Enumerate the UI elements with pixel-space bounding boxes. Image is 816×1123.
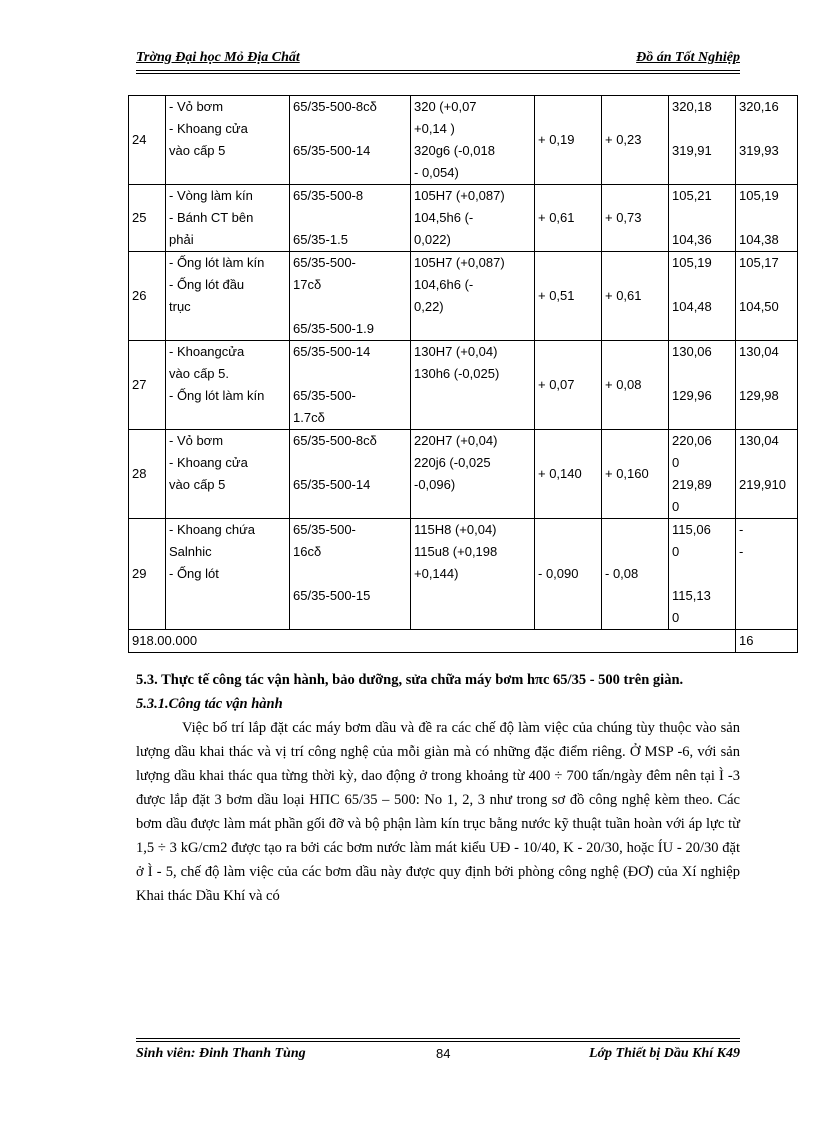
fit-tolerance-line: 0,022) [414, 232, 451, 247]
measured-1-line: 0 [672, 544, 680, 559]
measured-2-line: 219,910 [739, 477, 786, 492]
part-name-line: - Ống lót làm kín [169, 255, 265, 270]
header-rule-2 [136, 73, 740, 74]
table-row [129, 519, 798, 630]
measured-2-line: 105,19 [739, 188, 779, 203]
fit-tolerance [411, 96, 535, 185]
measured-1-line: 220,06 [672, 433, 712, 448]
fit-tolerance-line: +0,14 ) [414, 121, 455, 136]
footer-rule [136, 1038, 740, 1039]
part-code-line: 65/35-500-14 [293, 143, 371, 158]
part-name [166, 252, 290, 341]
clearance-min: + 0,07 [535, 341, 602, 430]
part-name-line: vào cấp 5. [169, 366, 229, 381]
measured-1-line [672, 118, 732, 140]
fit-tolerance-line: -0,096) [414, 477, 456, 492]
part-code-line [293, 563, 407, 585]
measured-2-line: 104,38 [739, 232, 779, 247]
measured-1 [669, 252, 736, 341]
part-code [290, 185, 411, 252]
table-total-row [129, 630, 798, 653]
measured-1-line: 0 [672, 455, 680, 470]
part-name-line: phải [169, 232, 194, 247]
measured-1-line: 0 [672, 610, 680, 625]
part-name-line: - Vỏ bơm [169, 433, 224, 448]
part-name [166, 96, 290, 185]
part-code [290, 430, 411, 519]
measured-2 [736, 519, 798, 630]
measured-2 [736, 341, 798, 430]
part-code-line: 65/35-500- [293, 522, 356, 537]
page-number: 84 [436, 1046, 451, 1061]
table-row [129, 96, 798, 185]
part-name [166, 519, 290, 630]
measured-2-line [739, 207, 794, 229]
measured-1-line [672, 274, 732, 296]
part-name-line: - Bánh CT bên [169, 210, 254, 225]
measured-1-line [672, 563, 732, 585]
measured-2-line [739, 452, 794, 474]
measured-1-line: 129,96 [672, 388, 712, 403]
measured-1-line: 219,89 [672, 477, 712, 492]
part-code-line [293, 452, 407, 474]
measured-2 [736, 430, 798, 519]
clearance-min: + 0,51 [535, 252, 602, 341]
total-left: 918.00.000 [129, 630, 736, 653]
body-paragraph: Việc bố trí lắp đặt các máy bơm dầu và đề ra các chế độ làm việc của chúng tùy thuộc vào sản lượng dầu khai thác và vị trí công nghệ của mỗi giàn mà có những đặc điểm riêng. Ở MSP -6, với sản lượng dầu khai thác qua từng thời kỳ, dao động ở trong khoảng từ 400 ÷ 700 tấn/ngày đêm nên tại Ì -3 được lắp đặt 3 bơm dầu loại HПС 65/35 – 500: No 1, 2, 3 như trong sơ đồ công nghệ kèm theo. Các bơm dầu được làm mát phần gối đỡ và bộ phận làm kín trục bằng nước kỹ thuật tuần hoàn với áp lực từ 1,5 ÷ 3 kG/cm2 được tạo ra bởi các bơm nước làm mát kiểu UĐ - 10/40, K - 20/30, hoặc ÍU - 20/30 đặt ở Ì - 5, chế độ làm việc của các bơm dầu này được quy định bởi phòng công nghệ (ĐƠ) của Xí nghiệp Khai thác Dầu Khí và có [136, 720, 740, 904]
fit-tolerance [411, 252, 535, 341]
table-row [129, 430, 798, 519]
part-code-line: 65/35-500-15 [293, 588, 371, 603]
measured-1 [669, 341, 736, 430]
part-name-line: trục [169, 299, 191, 314]
measured-1 [669, 519, 736, 630]
measured-1-line: 105,19 [672, 255, 712, 270]
part-name-line: - Vòng làm kín [169, 188, 253, 203]
part-name-line: - Vỏ bơm [169, 99, 224, 114]
part-name-line: - Ống lót làm kín [169, 388, 265, 403]
part-code-line: 65/35-500- [293, 388, 356, 403]
measured-1-line: 115,13 [672, 588, 711, 603]
measured-1-line: 0 [672, 499, 680, 514]
total-right: 16 [736, 630, 798, 653]
measured-2-line: 130,04 [739, 433, 779, 448]
section-content [136, 668, 740, 908]
row-number: 25 [129, 185, 166, 252]
part-name-line: vào cấp 5 [169, 143, 226, 158]
table-row [129, 341, 798, 430]
tolerance-table [128, 95, 798, 653]
fit-tolerance-line: 320 (+0,07 [414, 99, 477, 114]
measured-2-line: 105,17 [739, 255, 779, 270]
part-name-line: - Khoang chứa [169, 522, 256, 537]
clearance-max: + 0,73 [602, 185, 669, 252]
table-row [129, 185, 798, 252]
header-university: Trờng Đại học Mỏ Địa Chất [136, 50, 300, 65]
measured-2-line [739, 118, 794, 140]
measured-1 [669, 96, 736, 185]
part-name-line: vào cấp 5 [169, 477, 226, 492]
part-name-line: - Khoang cửa [169, 121, 248, 136]
part-name [166, 430, 290, 519]
fit-tolerance-line: 104,5h6 (- [414, 210, 474, 225]
measured-2-line: 130,04 [739, 344, 779, 359]
row-number: 29 [129, 519, 166, 630]
part-code-line: 65/35-500-8cδ [293, 433, 377, 448]
part-name-line: - Khoangcửa [169, 344, 245, 359]
header-project: Đồ án Tốt Nghiệp [636, 50, 740, 65]
measured-2-line: 129,98 [739, 388, 779, 403]
part-code-line: 65/35-500-14 [293, 344, 371, 359]
row-number: 26 [129, 252, 166, 341]
part-code-line: 65/35-500-8 [293, 188, 364, 203]
measured-1-line [672, 363, 732, 385]
clearance-min: + 0,140 [535, 430, 602, 519]
clearance-max: + 0,160 [602, 430, 669, 519]
measured-2-line [739, 363, 794, 385]
fit-tolerance-line: 105H7 (+0,087) [414, 255, 505, 270]
part-name-line: - Ống lót [169, 566, 219, 581]
measured-1 [669, 185, 736, 252]
fit-tolerance-line: 130h6 (-0,025) [414, 366, 500, 381]
fit-tolerance [411, 430, 535, 519]
part-code [290, 96, 411, 185]
subsection-title: 5.3.1.Công tác vận hành [136, 696, 283, 712]
fit-tolerance [411, 341, 535, 430]
page-header [136, 50, 740, 70]
measured-1-line: 115,06 [672, 522, 711, 537]
measured-2-line: 320,16 [739, 99, 779, 114]
page-footer [136, 1046, 740, 1066]
clearance-max: - 0,08 [602, 519, 669, 630]
part-code-line [293, 296, 407, 318]
fit-tolerance-line: 0,22) [414, 299, 444, 314]
clearance-max: + 0,08 [602, 341, 669, 430]
part-code-line [293, 118, 407, 140]
row-number: 27 [129, 341, 166, 430]
fit-tolerance-line: +0,144) [414, 566, 459, 581]
row-number: 24 [129, 96, 166, 185]
measured-2-line: 319,93 [739, 143, 779, 158]
fit-tolerance [411, 185, 535, 252]
measured-2-line: - [739, 522, 744, 537]
clearance-min: + 0,61 [535, 185, 602, 252]
measured-2 [736, 252, 798, 341]
part-code-line: 65/35-500- [293, 255, 356, 270]
part-name-line: - Khoang cửa [169, 455, 248, 470]
footer-class: Lớp Thiết bị Dầu Khí K49 [588, 1046, 740, 1061]
fit-tolerance-line: 104,6h6 (- [414, 277, 474, 292]
part-name [166, 185, 290, 252]
part-code [290, 519, 411, 630]
measured-1-line: 130,06 [672, 344, 712, 359]
part-code [290, 252, 411, 341]
part-code-line: 65/35-500-8cδ [293, 99, 377, 114]
footer-student: Sinh viên: Đinh Thanh Tùng [136, 1046, 306, 1061]
part-code-line: 65/35-1.5 [293, 232, 348, 247]
measured-2-line: 104,50 [739, 299, 779, 314]
measured-1-line: 104,36 [672, 232, 712, 247]
fit-tolerance-line: 220H7 (+0,04) [414, 433, 498, 448]
fit-tolerance-line: 105H7 (+0,087) [414, 188, 505, 203]
part-code [290, 341, 411, 430]
measured-2 [736, 185, 798, 252]
fit-tolerance [411, 519, 535, 630]
part-code-line: 65/35-500-14 [293, 477, 371, 492]
measured-2 [736, 96, 798, 185]
part-code-line: 1.7cδ [293, 410, 325, 425]
fit-tolerance-line: - 0,054) [414, 165, 459, 180]
row-number: 28 [129, 430, 166, 519]
part-code-line [293, 207, 407, 229]
part-code-line [293, 363, 407, 385]
clearance-min: + 0,19 [535, 96, 602, 185]
measured-2-line [739, 274, 794, 296]
part-name-line: Salnhic [169, 544, 212, 559]
clearance-min: - 0,090 [535, 519, 602, 630]
clearance-max: + 0,23 [602, 96, 669, 185]
header-rule [136, 70, 740, 71]
part-code-line: 65/35-500-1.9 [293, 321, 374, 336]
measured-1-line: 319,91 [672, 143, 712, 158]
measured-1-line [672, 207, 732, 229]
fit-tolerance-line: 220j6 (-0,025 [414, 455, 491, 470]
fit-tolerance-line: 320g6 (-0,018 [414, 143, 495, 158]
part-code-line: 16cδ [293, 544, 322, 559]
measured-1 [669, 430, 736, 519]
section-title: 5.3. Thực tế công tác vận hành, bảo dưỡng, sửa chữa máy bơm hπc 65/35 - 500 trên giàn. [136, 672, 684, 688]
part-name [166, 341, 290, 430]
part-name-line: - Ống lót đầu [169, 277, 245, 292]
fit-tolerance-line: 115H8 (+0,04) [414, 522, 497, 537]
fit-tolerance-line: 115u8 (+0,198 [414, 544, 498, 559]
table-row [129, 252, 798, 341]
part-code-line: 17cδ [293, 277, 322, 292]
measured-1-line: 105,21 [672, 188, 712, 203]
measured-1-line: 320,18 [672, 99, 712, 114]
fit-tolerance-line: 130H7 (+0,04) [414, 344, 498, 359]
measured-1-line: 104,48 [672, 299, 712, 314]
clearance-max: + 0,61 [602, 252, 669, 341]
footer-rule-2 [136, 1041, 740, 1042]
measured-2-line: - [739, 544, 744, 559]
